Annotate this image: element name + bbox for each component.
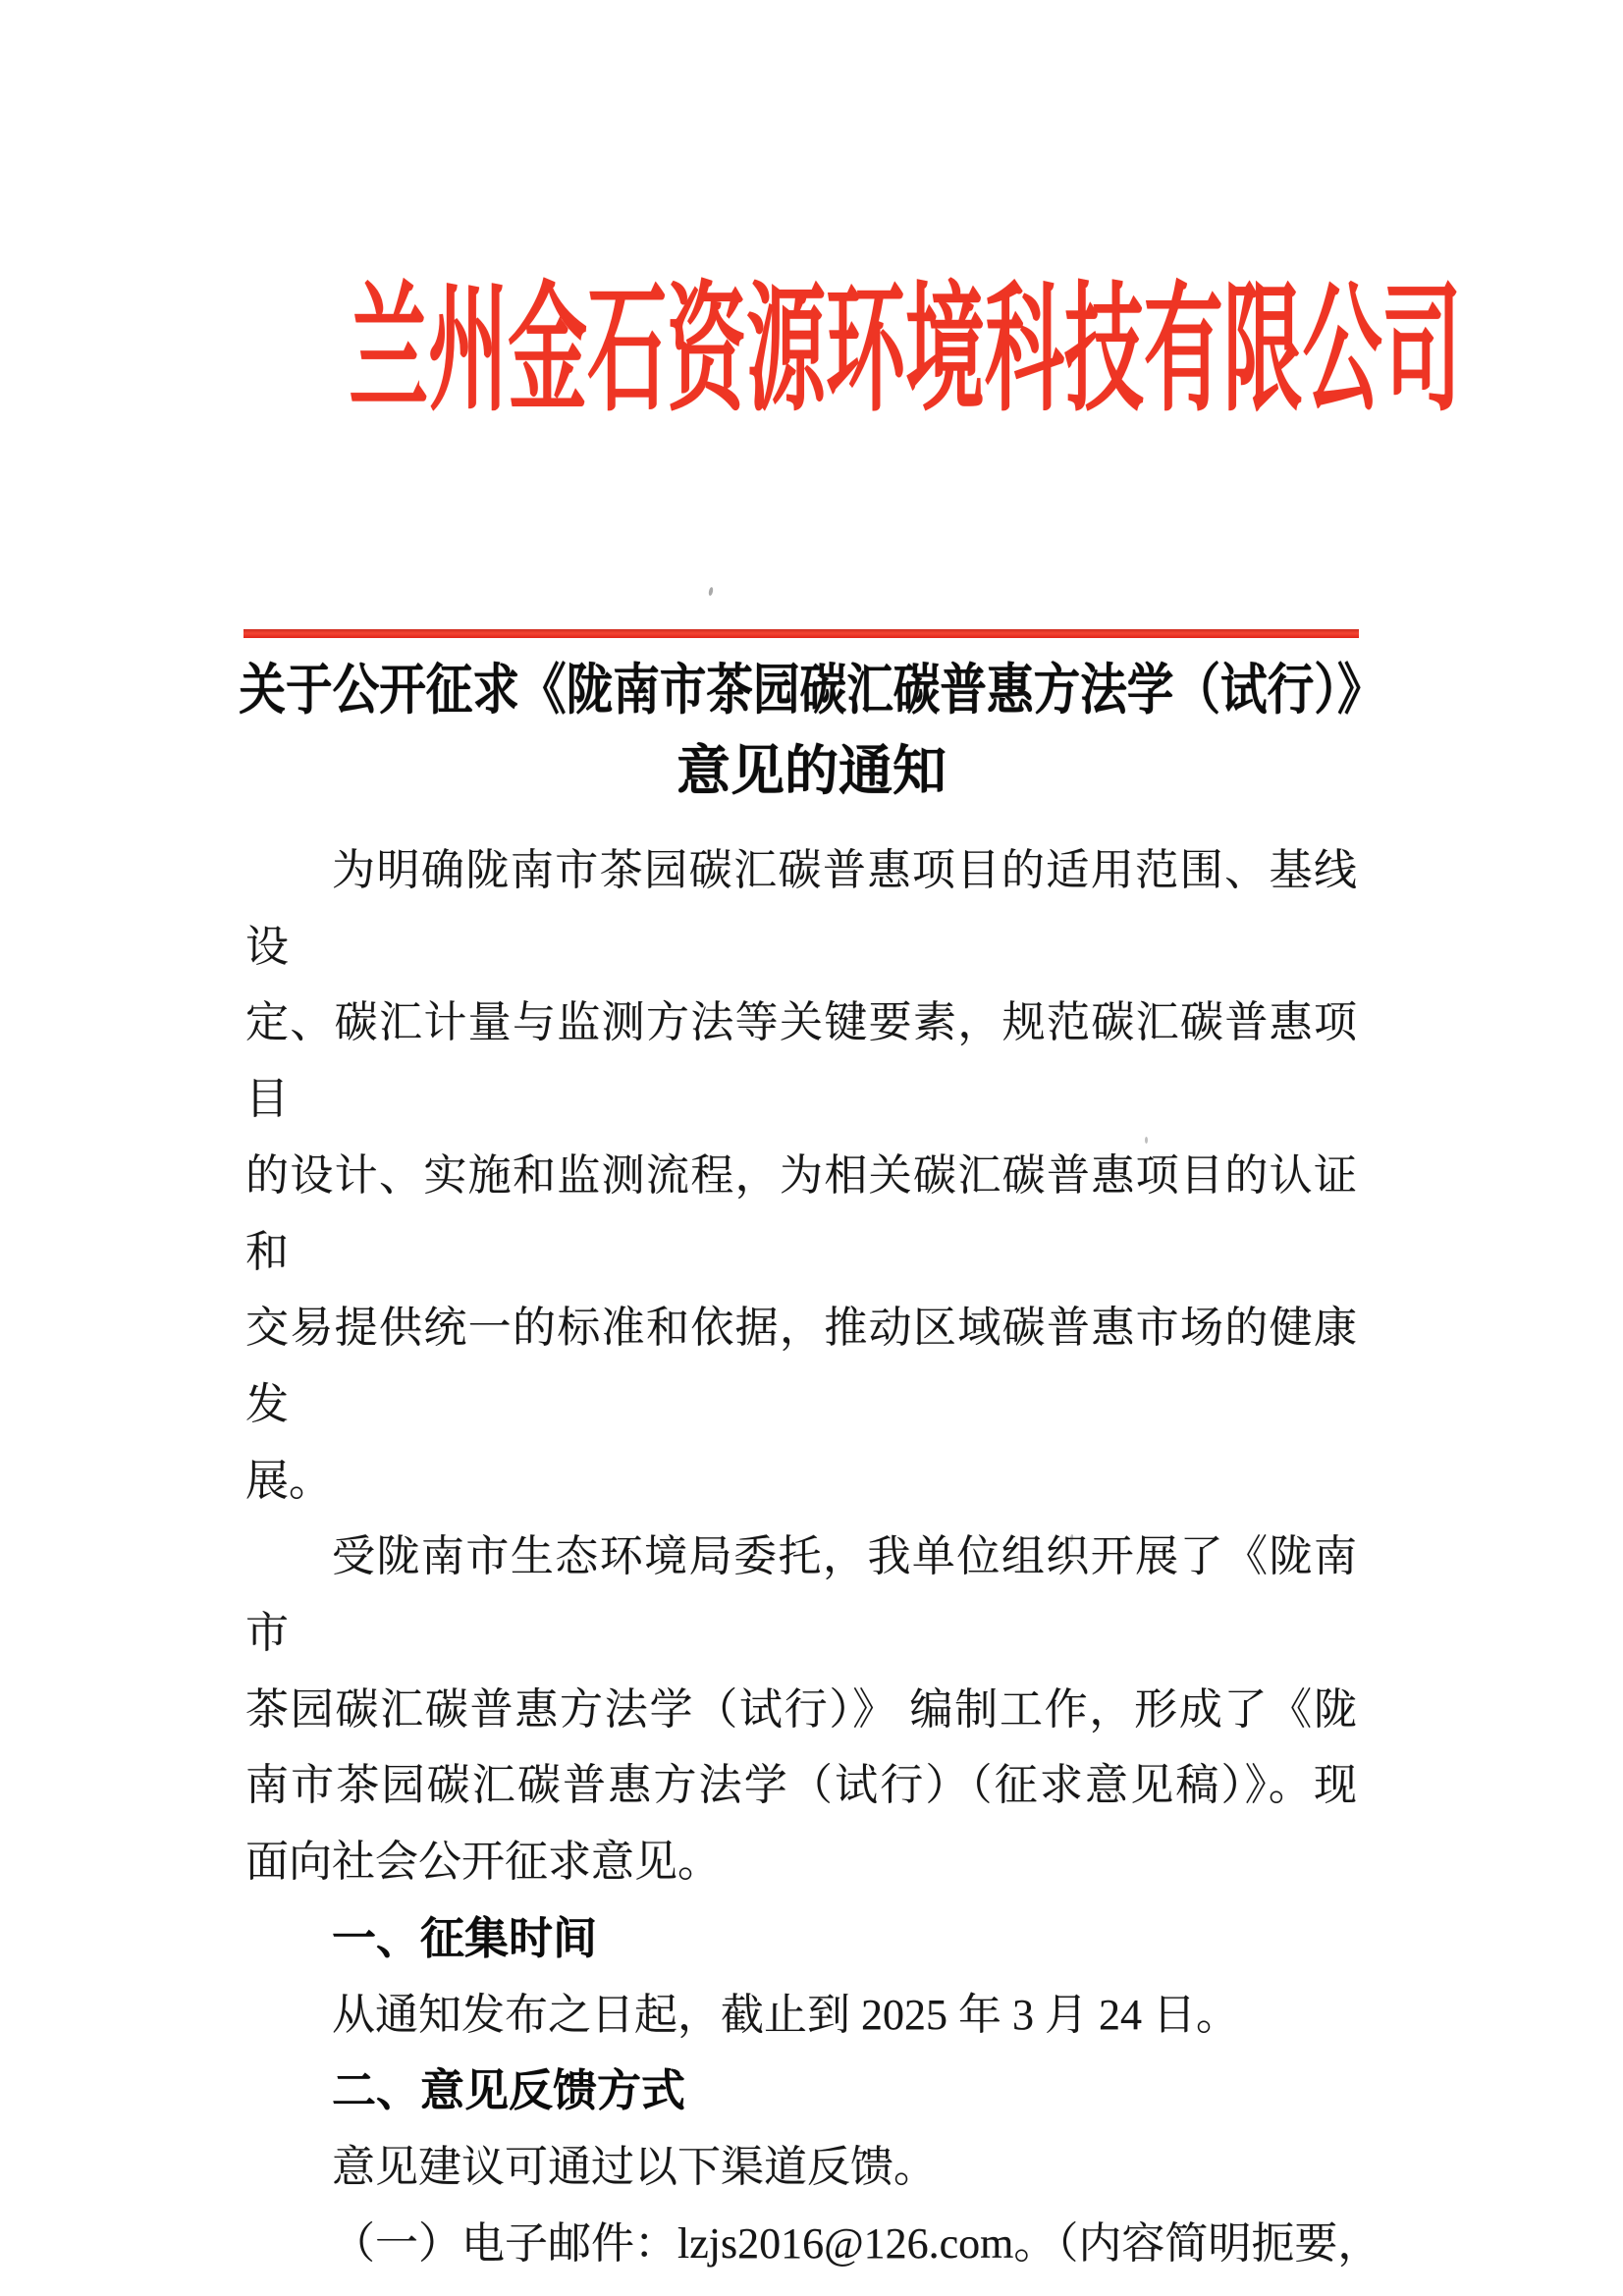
body-line: 的设计、实施和监测流程，为相关碳汇碳普惠项目的认证和 — [245, 1150, 1357, 1276]
scan-artifact — [440, 1949, 444, 1953]
body-line: 南市茶园碳汇碳普惠方法学（试行）（征求意见稿）》。现 — [245, 1761, 1357, 1810]
body-line: 定、碳汇计量与监测方法等关键要素，规范碳汇碳普惠项目 — [245, 998, 1357, 1124]
body-line: 受陇南市生态环境局委托，我单位组织开展了《陇南市 — [245, 1532, 1357, 1658]
email-feedback-line — [245, 2206, 1381, 2282]
email-line-prefix: （一）电子邮件： — [332, 2218, 677, 2268]
email-line-suffix: 。（内容简明扼要， — [1013, 2218, 1381, 2268]
scan-artifact — [708, 587, 714, 597]
section-2-heading: 二、意见反馈方式 — [332, 2065, 686, 2116]
body-line: 为明确陇南市茶园碳汇碳普惠项目的适用范围、基线设 — [245, 846, 1357, 971]
body-line: 意见建议可通过以下渠道反馈。 — [332, 2142, 937, 2191]
deadline-line: 从通知发布之日起，截止到 2025 年 3 月 24 日。 — [332, 1990, 1239, 2039]
email-address: lzjs2016@126.com — [677, 2218, 1014, 2268]
notice-body — [245, 832, 1381, 2281]
section-1-heading: 一、征集时间 — [332, 1912, 598, 1963]
body-line: 面向社会公开征求意见。 — [245, 1838, 721, 1887]
scan-artifact — [1145, 1137, 1148, 1144]
letterhead-divider-line — [243, 629, 1359, 638]
notice-title-line2: 意见的通知 — [676, 740, 947, 801]
body-line: 茶园碳汇碳普惠方法学（试行）》 编制工作，形成了《陇 — [245, 1684, 1357, 1734]
company-letterhead-title: 兰州金石资源环境科技有限公司 — [349, 273, 1462, 428]
body-line: 交易提供统一的标准和依据，推动区域碳普惠市场的健康发 — [245, 1304, 1357, 1428]
notice-title-line1: 关于公开征求《陇南市茶园碳汇碳普惠方法学（试行）》 — [239, 659, 1384, 721]
body-line: 展。 — [245, 1456, 332, 1505]
